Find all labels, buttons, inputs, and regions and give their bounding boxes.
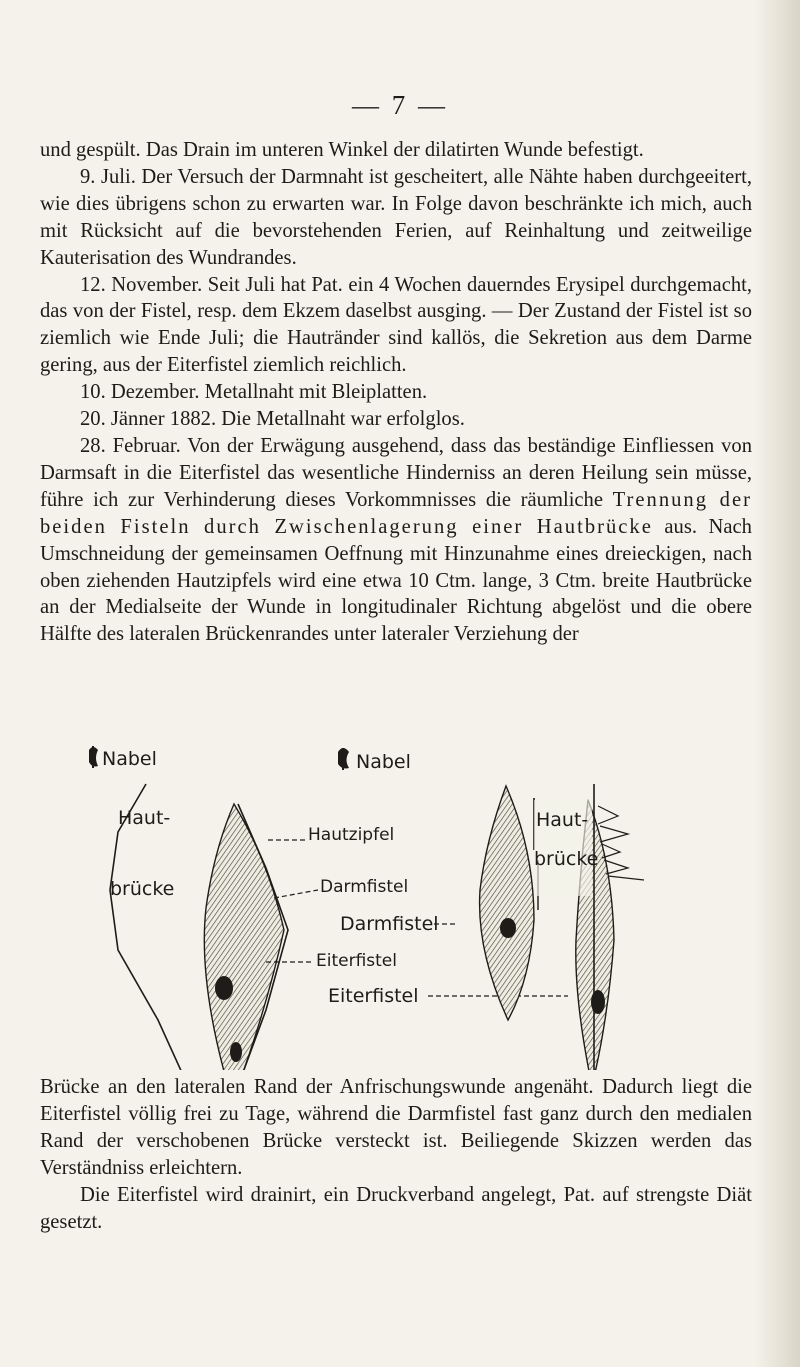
right-bruecke-label: brücke bbox=[534, 848, 599, 870]
right-darmfistel-mark bbox=[500, 918, 516, 938]
paragraph-text: 28. Februar. Von der Erwägung ausgehend, dass das beständige Einfliessen von Darmsaft in die Eiterfistel das wesentliche Hinderniss an deren Heilung sein müsse, führe ich zur Verhinderung dieses Vorkommnisses die räumliche bbox=[40, 434, 752, 511]
body-text-top bbox=[40, 137, 752, 648]
darmfistel-left-label: Darmfistel bbox=[320, 877, 409, 897]
left-haut-label: Haut- bbox=[118, 807, 171, 829]
paragraph: 12. November. Seit Juli hat Pat. ein 4 Wochen dauerndes Erysipel durchgemacht, das von der Fistel, resp. dem Ekzem daselbst ausging. — Der Zustand der Fistel ist so ziemlich wie Ende Juli; die Hautränder sind kallös, die Sekretion aus dem Darme gering, aus der Eiterfistel ziemlich reichlich. bbox=[40, 273, 752, 377]
paragraph: 20. Jänner 1882. Die Metallnaht war erfolglos. bbox=[80, 408, 465, 431]
paragraph: Die Eiterfistel wird drainirt, ein Druckverband angelegt, Pat. auf strengste Diät gesetzt. bbox=[40, 1183, 752, 1233]
right-sketch bbox=[480, 784, 644, 1070]
left-bruecke-label: brücke bbox=[110, 878, 175, 900]
right-nabel-icon bbox=[338, 748, 349, 770]
darmfistel-right-label: Darmfistel bbox=[340, 913, 439, 935]
paragraph: 9. Juli. Der Versuch der Darmnaht ist gescheitert, alle Nähte haben durchgeeitert, wie dies übrigens schon zu erwarten war. In Folge davon beschränkte ich mich, auch mit Rücksicht auf die bevorstehenden Ferien, auf Reinhaltung und zeitweilige Kauterisation des Wundrandes. bbox=[40, 165, 752, 269]
left-haut-bruecke bbox=[204, 804, 284, 1070]
surgical-sketch-figure bbox=[88, 740, 688, 1070]
left-eiterfistel-mark bbox=[215, 976, 233, 1000]
body-text-bottom bbox=[40, 1074, 752, 1235]
paragraph: und gespült. Das Drain im unteren Winkel der dilatirten Wunde befestigt. bbox=[40, 139, 644, 161]
left-darmfistel-mark bbox=[230, 1042, 242, 1062]
surgical-sketch bbox=[88, 740, 688, 1070]
page-number: — 7 — bbox=[352, 90, 448, 120]
right-haut-bruecke bbox=[480, 786, 534, 1020]
right-haut-label: Haut- bbox=[536, 809, 589, 831]
emphasis-text: Trennung der beiden Fisteln durch Zwischenlagerung einer Hautbrücke bbox=[40, 488, 752, 538]
left-nabel-label: Nabel bbox=[102, 748, 157, 770]
paragraph: 10. Dezember. Metallnaht mit Bleiplatten. bbox=[80, 381, 428, 404]
left-nabel-icon bbox=[89, 746, 98, 768]
eiterfistel-left-label: Eiterfistel bbox=[316, 951, 397, 971]
paragraph: Brücke an den lateralen Rand der Anfrischungswunde angenäht. Dadurch liegt die Eiterfistel völlig frei zu Tage, während die Darmfistel fast ganz durch den medialen Rand der verschobenen Brücke versteckt ist. Beiliegende Skizzen werden das Verständniss erleichtern. bbox=[40, 1076, 752, 1179]
right-eiterfistel-mark bbox=[591, 990, 605, 1014]
hautzipfel-label: Hautzipfel bbox=[308, 825, 395, 845]
right-nabel-label: Nabel bbox=[356, 751, 411, 773]
paragraph-text: aus. Nach Umschneidung der gemeinsamen Oeffnung mit Hinzunahme eines dreieckigen, nach oben ziehenden Hautzipfels wird eine etwa 10 Ctm. lange, 3 Ctm. breite Hautbrücke an der Medialseite der Wunde in longitudinaler Richtung abgelöst und die obere Hälfte des lateralen Brückenrandes unter lateraler Verziehung der bbox=[40, 515, 752, 646]
paragraph bbox=[40, 433, 752, 648]
eiterfistel-right-label: Eiterfistel bbox=[328, 985, 419, 1007]
page-edge-shadow bbox=[754, 0, 800, 1367]
left-sketch bbox=[89, 746, 288, 1070]
